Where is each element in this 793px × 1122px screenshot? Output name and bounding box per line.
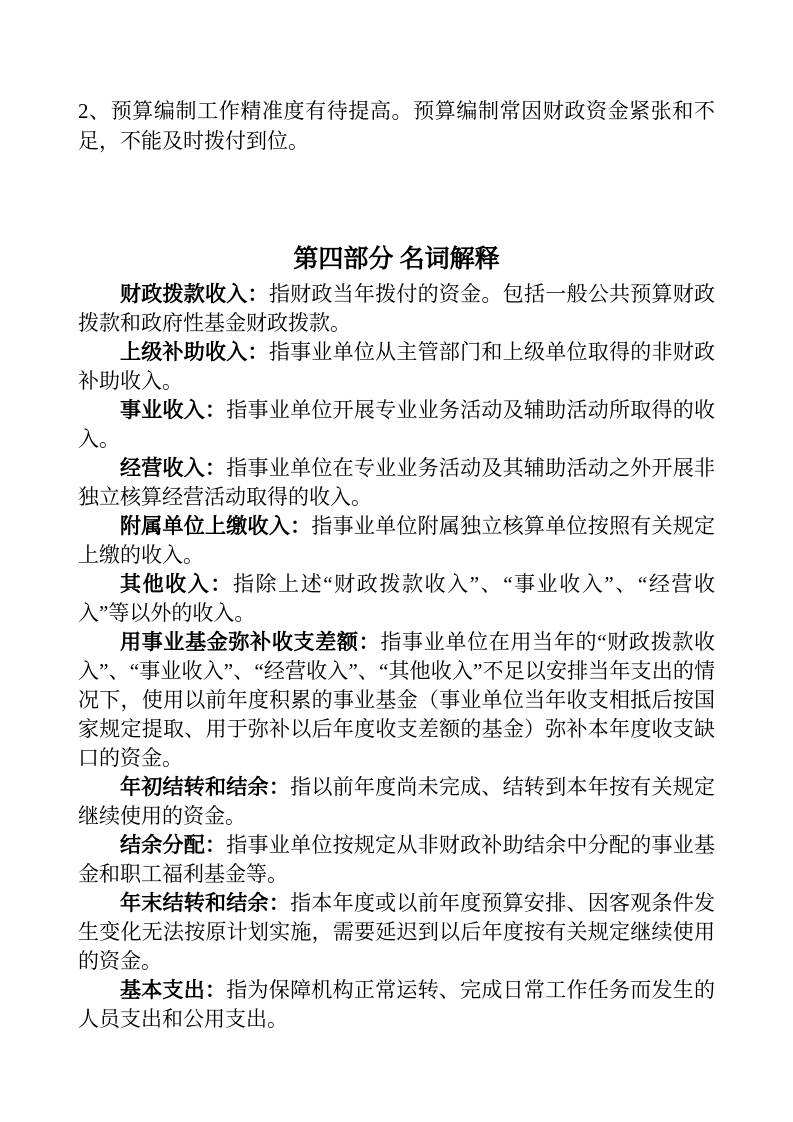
definition-term: 财政拨款收入： xyxy=(120,282,269,306)
definition-term: 附属单位上缴收入： xyxy=(120,514,312,538)
definition-item xyxy=(78,831,715,889)
definition-item xyxy=(78,570,715,628)
definition-text: 指为保障机构正常运转、完成日常工作任务而发生的人员支出和公用支出。 xyxy=(78,978,715,1031)
section-title: 第四部分 名词解释 xyxy=(293,246,500,273)
definition-term: 其他收入： xyxy=(120,572,233,596)
intro-paragraph: 2、预算编制工作精准度有待提高。预算编制常因财政资金紧张和不足，不能及时拨付到位。 xyxy=(78,99,715,153)
definition-term: 结余分配： xyxy=(120,833,227,857)
definition-term: 基本支出： xyxy=(120,978,227,1002)
definitions-list xyxy=(78,280,715,1034)
definition-text: 指事业单位从主管部门和上级单位取得的非财政补助收入。 xyxy=(78,340,716,393)
definition-item xyxy=(78,976,715,1034)
definition-item xyxy=(78,889,715,976)
definition-item xyxy=(78,396,715,454)
definition-term: 年末结转和结余： xyxy=(120,891,291,915)
definition-item xyxy=(78,628,715,773)
definition-text: 指事业单位在专业业务活动及其辅助活动之外开展非独立核算经营活动取得的收入。 xyxy=(78,456,715,509)
definition-text: 指以前年度尚未完成、结转到本年按有关规定继续使用的资金。 xyxy=(78,775,716,828)
definition-text: 指财政当年拨付的资金。包括一般公共预算财政拨款和政府性基金财政拨款。 xyxy=(78,282,716,335)
definition-item xyxy=(78,454,715,512)
definition-term: 经营收入： xyxy=(120,456,227,480)
definition-text: 指本年度或以前年度预算安排、因客观条件发生变化无法按原计划实施，需要延迟到以后年度按有关规定继续使用的资金。 xyxy=(78,891,716,973)
definition-text: 指事业单位开展专业业务活动及辅助活动所取得的收入。 xyxy=(78,398,715,451)
definition-item xyxy=(78,338,715,396)
definition-term: 上级补助收入： xyxy=(120,340,269,364)
definition-item xyxy=(78,773,715,831)
definition-text: 指除上述“财政拨款收入”、“事业收入”、“经营收入”等以外的收入。 xyxy=(78,572,716,625)
definition-term: 年初结转和结余： xyxy=(120,775,291,799)
definition-term: 事业收入： xyxy=(120,398,227,422)
definition-text: 指事业单位附属独立核算单位按照有关规定上缴的收入。 xyxy=(78,514,716,567)
definition-text: 指事业单位在用当年的“财政拨款收入”、“事业收入”、“经营收入”、“其他收入”不足以安排当年支出的情况下，使用以前年度积累的事业基金（事业单位当年收支相抵后按国家规定提取、用于弥补以后年度收支差额的基金）弥补本年度收支缺口的资金。 xyxy=(78,630,716,770)
definition-item xyxy=(78,512,715,570)
definition-item xyxy=(78,280,715,338)
definition-text: 指事业单位按规定从非财政补助结余中分配的事业基金和职工福利基金等。 xyxy=(78,833,715,886)
definition-term: 用事业基金弥补收支差额： xyxy=(120,630,381,654)
